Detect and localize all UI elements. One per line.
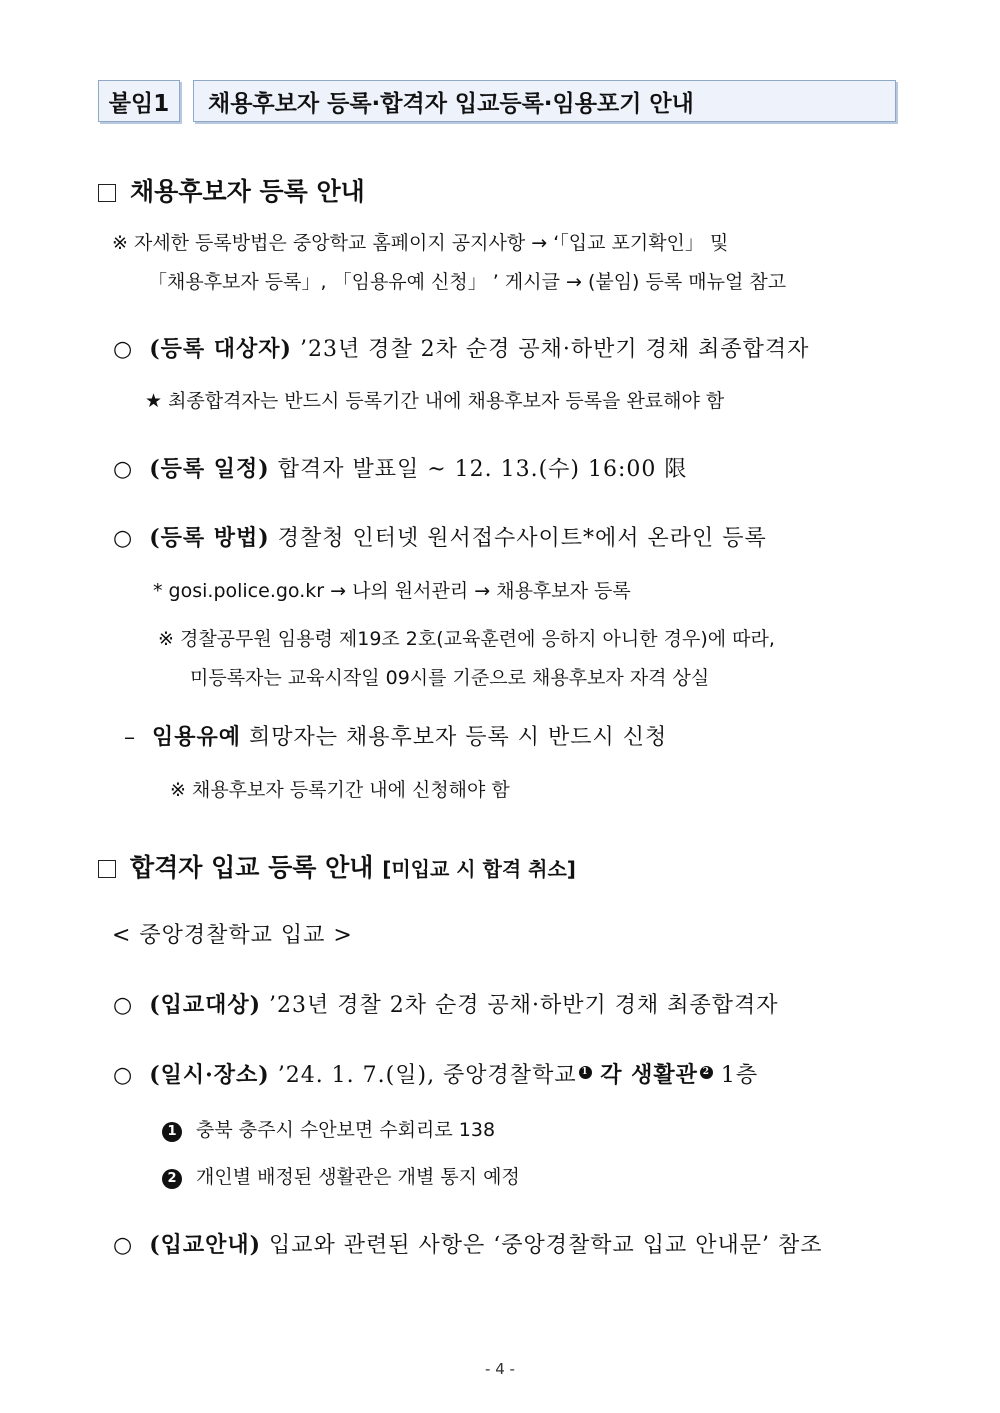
section2-title-suffix: [미입교 시 합격 취소] (382, 857, 576, 881)
address-note (162, 1115, 495, 1142)
registration-method-label: (등록 방법) (149, 525, 270, 551)
registration-schedule-label: (등록 일정) (149, 456, 270, 482)
registration-target-text: ’23년 경찰 2차 순경 공채·하반기 경채 최종합격자 (299, 337, 810, 362)
section1-note-line1: ※ 자세한 등록방법은 중앙학교 홈페이지 공지사항 → ‘「입교 포기확인」 및 (112, 232, 729, 254)
registration-schedule-text: 합격자 발표일 ~ 12. 13.(수) 16:00 限 (277, 457, 688, 482)
section2-heading (98, 848, 576, 884)
registration-target (113, 332, 809, 363)
deferral-item (124, 720, 667, 751)
admission-floor-text: 1층 (712, 1063, 759, 1088)
law-note-line1: ※ 경찰공무원 임용령 제19조 2호(교육훈련에 응하지 아니한 경우)에 따라, (158, 628, 775, 650)
admission-target-label: (입교대상) (149, 992, 262, 1018)
footnote-marker-1: 1 (579, 1066, 592, 1079)
checkbox-square-icon (98, 184, 116, 202)
bullet-circle: ○ (113, 526, 134, 551)
registration-schedule (113, 452, 687, 483)
registration-method-text: 경찰청 인터넷 원서접수사이트*에서 온라인 등록 (277, 526, 767, 551)
admission-guide (113, 1228, 823, 1259)
section2-title: 합격자 입교 등록 안내 (130, 853, 374, 882)
deferral-note: ※ 채용후보자 등록기간 내에 신청해야 함 (170, 779, 510, 801)
checkbox-square-icon (98, 860, 116, 878)
deferral-text: 희망자는 채용후보자 등록 시 반드시 신청 (249, 725, 668, 750)
number-2-icon: 2 (162, 1169, 182, 1189)
page-title: 채용후보자 등록·합격자 입교등록·임용포기 안내 (193, 80, 896, 122)
bullet-circle: ○ (113, 1233, 134, 1258)
admission-datetime-text: ’24. 1. 7.(일), 중앙경찰학교 (277, 1063, 577, 1088)
bullet-circle: ○ (113, 993, 134, 1018)
admission-datetime (113, 1058, 758, 1089)
admission-guide-label: (입교안내) (149, 1232, 262, 1258)
attachment-label: 붙임1 (98, 80, 180, 122)
dorm-assignment-text: 개인별 배정된 생활관은 개별 통지 예정 (196, 1166, 520, 1188)
section1-title: 채용후보자 등록 안내 (130, 177, 365, 206)
deferral-label: 임용유예 (152, 724, 242, 750)
bullet-circle: ○ (113, 337, 134, 362)
police-academy-subheading: < 중앙경찰학교 입교 > (112, 923, 353, 948)
admission-datetime-label: (일시·장소) (149, 1062, 270, 1088)
admission-guide-text: 입교와 관련된 사항은 ‘중앙경찰학교 입교 안내문’ 참조 (269, 1233, 823, 1258)
page-number: - 4 - (485, 1360, 515, 1378)
registration-method-footnote: * gosi.police.go.kr → 나의 원서관리 → 채용후보자 등록 (153, 580, 631, 602)
registration-target-label: (등록 대상자) (149, 336, 292, 362)
number-1-icon: 1 (162, 1122, 182, 1142)
registration-method (113, 521, 767, 552)
bullet-circle: ○ (113, 1063, 134, 1088)
registration-target-star-note: ★ 최종합격자는 반드시 등록기간 내에 채용후보자 등록을 완료해야 함 (145, 390, 725, 412)
bullet-circle: ○ (113, 457, 134, 482)
section1-note-line2: 「채용후보자 등록」, 「임용유예 신청」 ’ 게시글 → (붙임) 등록 매뉴얼 참고 (148, 271, 787, 293)
law-note-line2: 미등록자는 교육시작일 09시를 기준으로 채용후보자 자격 상실 (190, 667, 710, 689)
dorm-assignment-note (162, 1162, 520, 1189)
dash-bullet: – (124, 725, 136, 750)
admission-dorm-text: 각 생활관 (591, 1062, 698, 1088)
footnote-marker-2: 2 (700, 1066, 713, 1079)
address-text: 충북 충주시 수안보면 수회리로 138 (196, 1119, 496, 1141)
section1-heading (98, 172, 365, 208)
admission-target (113, 988, 779, 1019)
admission-target-text: ’23년 경찰 2차 순경 공채·하반기 경채 최종합격자 (269, 993, 779, 1018)
